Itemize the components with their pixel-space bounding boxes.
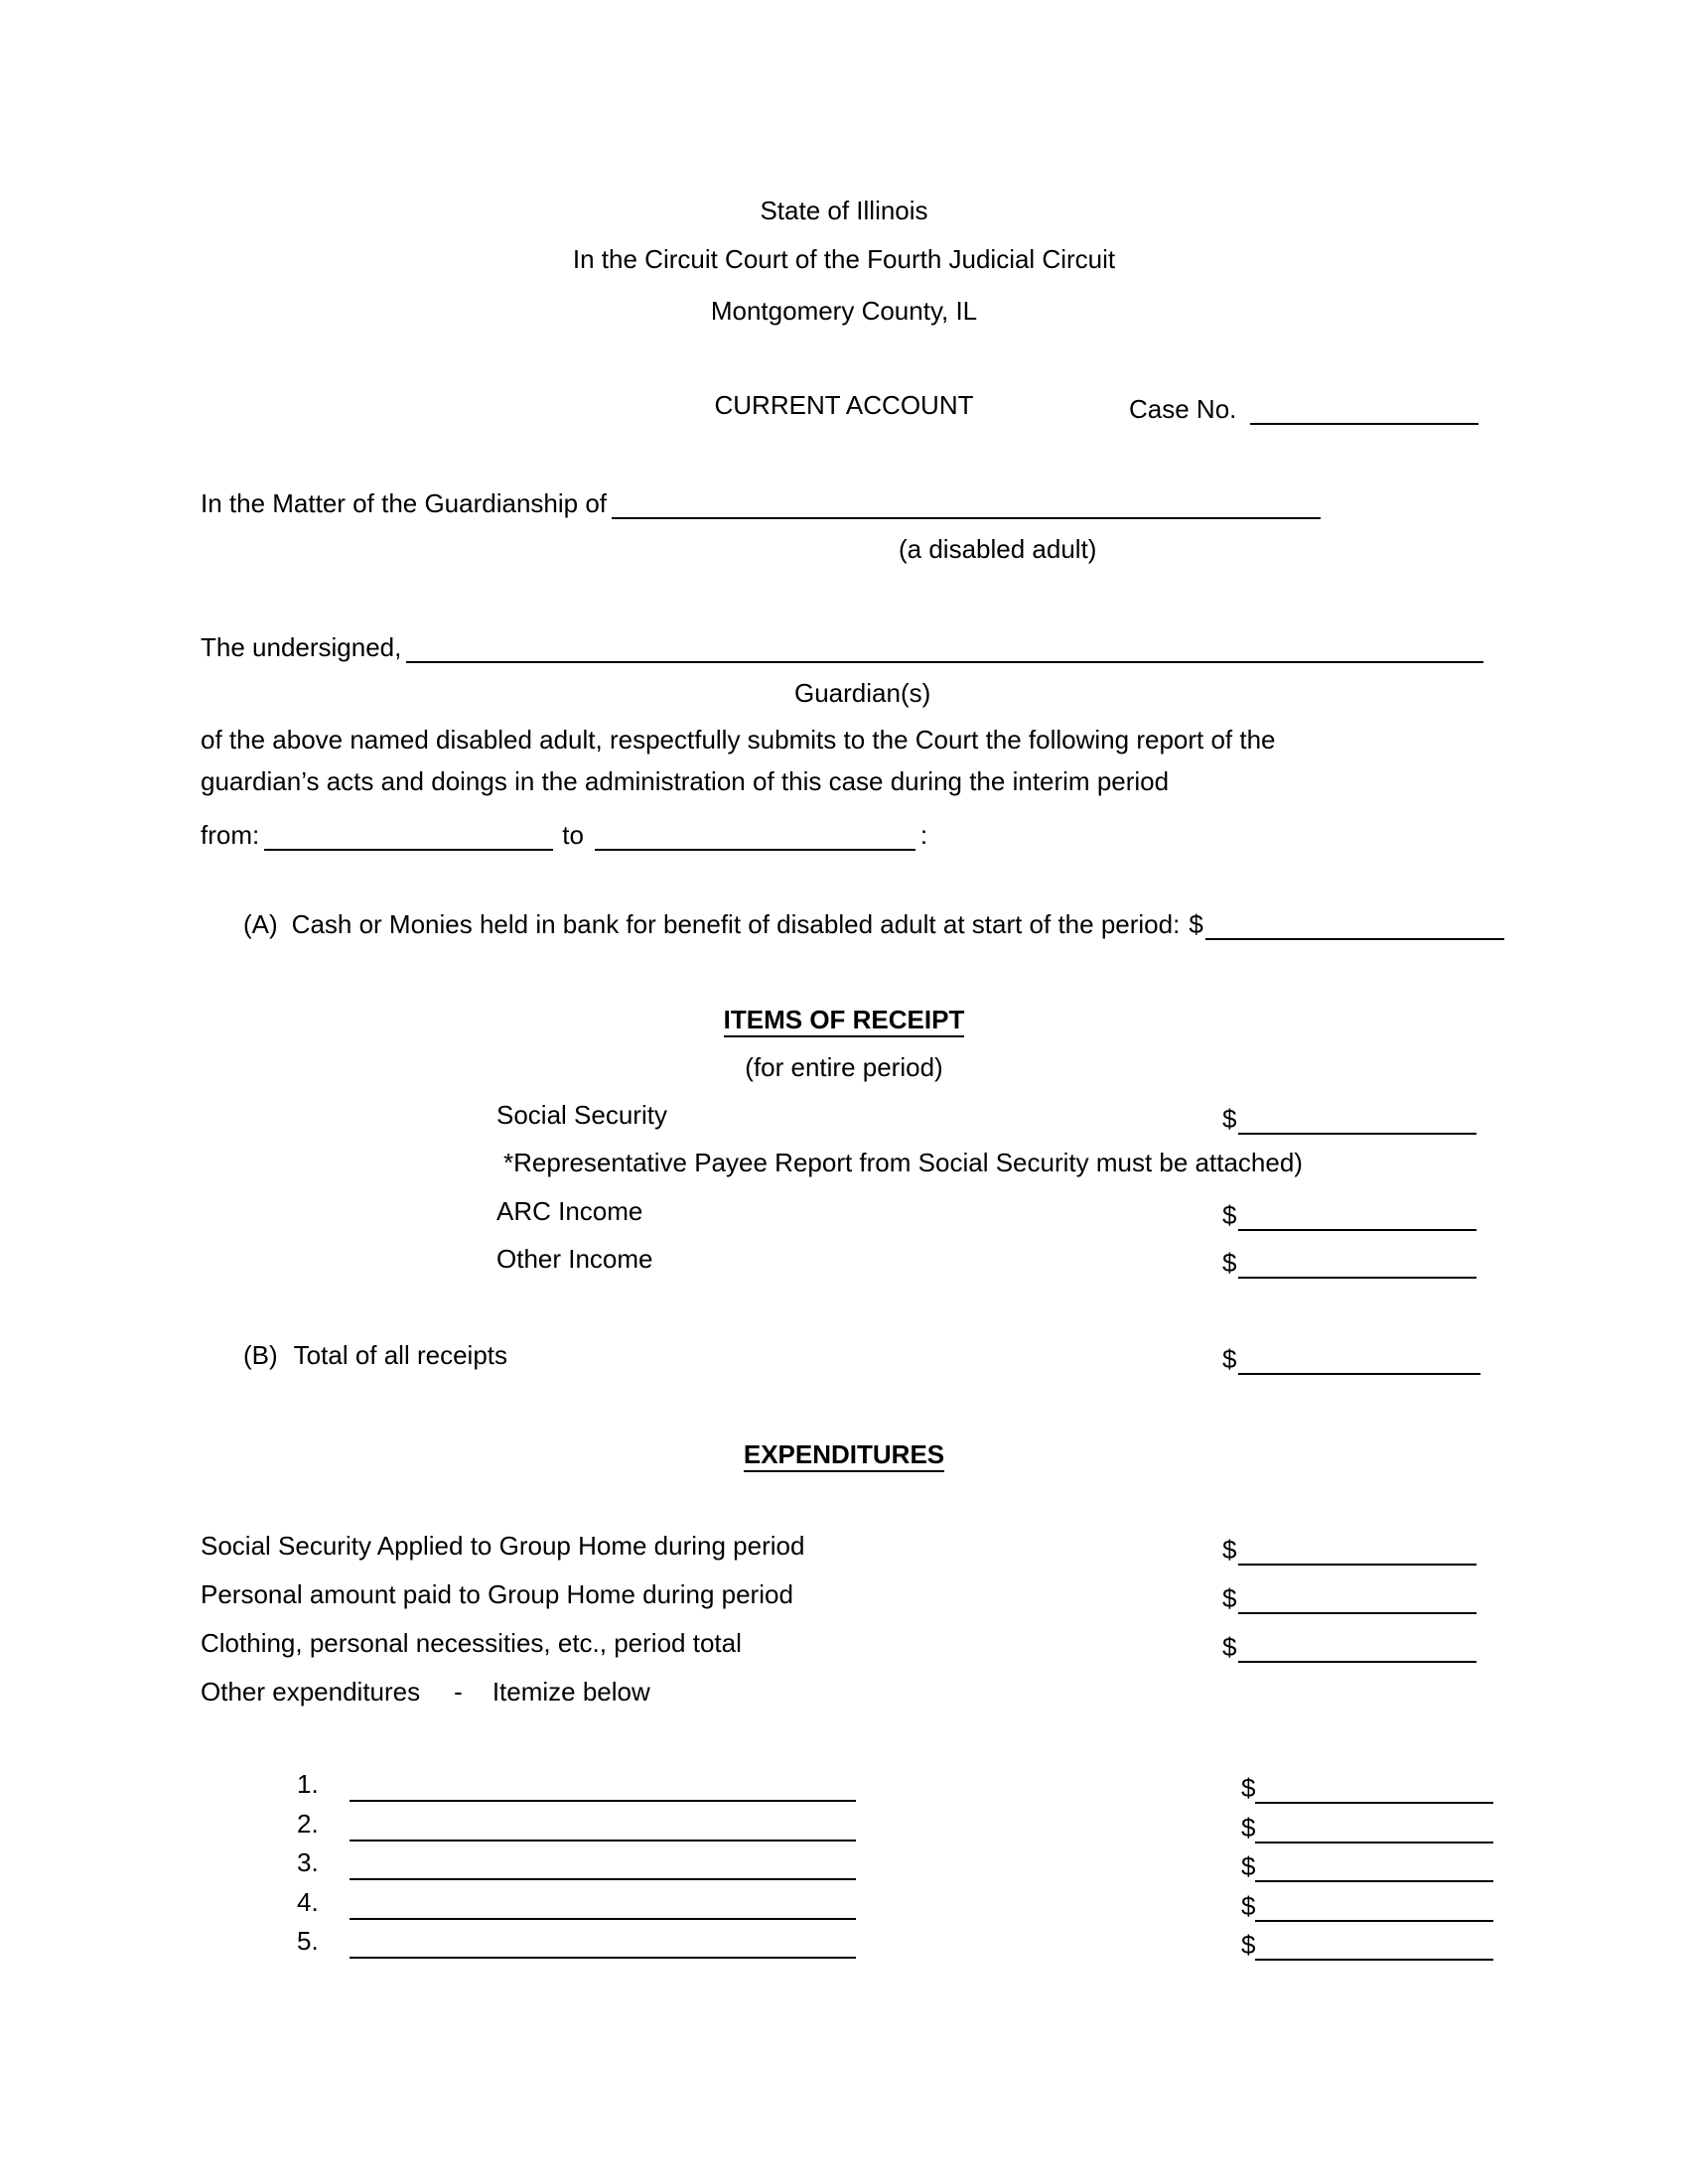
item-number: 4. — [297, 1887, 319, 1917]
receipt-amount-group — [1222, 1244, 1477, 1279]
section-a-amount-blank[interactable] — [1205, 912, 1504, 940]
total-receipts-label-group — [243, 1340, 507, 1371]
total-amount-blank[interactable] — [1238, 1347, 1480, 1375]
dollar-sign: $ — [1241, 1813, 1256, 1843]
receipt-amount-group — [1222, 1100, 1477, 1135]
item-amount-blank[interactable] — [1255, 1854, 1493, 1882]
other-expenditures-row — [201, 1677, 650, 1707]
body-line-2: guardian’s acts and doings in the administration of this case during the interim period — [201, 766, 1170, 796]
dollar-sign: $ — [1222, 1583, 1237, 1613]
section-a-text: Cash or Monies held in bank for benefit of disabled adult at start of the period: — [291, 909, 1181, 939]
expenditure-item-label: Clothing, personal necessities, etc., period total — [201, 1628, 742, 1658]
receipt-item-label: Other Income — [496, 1244, 653, 1274]
itemized-row-1 — [297, 1769, 1498, 1809]
dollar-sign: $ — [1222, 1632, 1237, 1662]
receipt-row-arc-income — [0, 1196, 1688, 1236]
item-description-blank[interactable] — [350, 1957, 856, 1959]
item-amount-group — [1241, 1769, 1493, 1804]
undersigned-row — [201, 628, 1483, 663]
itemized-row-4 — [297, 1887, 1498, 1927]
receipt-amount-blank[interactable] — [1238, 1107, 1477, 1135]
item-amount-group — [1241, 1926, 1493, 1961]
expenditures-heading-row — [0, 1439, 1688, 1470]
period-row — [201, 816, 927, 851]
receipts-subheading: (for entire period) — [745, 1052, 943, 1082]
receipts-heading-row — [0, 1005, 1688, 1035]
item-description-blank[interactable] — [350, 1840, 856, 1842]
item-number: 5. — [297, 1926, 319, 1956]
dollar-sign: $ — [1241, 1930, 1256, 1960]
item-amount-group — [1241, 1809, 1493, 1843]
item-amount-group — [1241, 1847, 1493, 1882]
itemized-row-3 — [297, 1847, 1498, 1887]
receipt-row-other-income — [0, 1244, 1688, 1284]
receipt-item-label: ARC Income — [496, 1196, 643, 1226]
item-amount-blank[interactable] — [1255, 1816, 1493, 1843]
matter-name-blank[interactable] — [612, 491, 1321, 519]
header-state: State of Illinois — [760, 196, 928, 225]
disabled-adult-note: (a disabled adult) — [899, 534, 1097, 564]
itemized-row-2 — [297, 1809, 1498, 1848]
receipt-amount-group — [1222, 1196, 1477, 1231]
dollar-sign: $ — [1222, 1104, 1237, 1134]
expenditure-amount-group — [1222, 1531, 1477, 1566]
undersigned-label: The undersigned, — [201, 632, 402, 662]
item-description-blank[interactable] — [350, 1918, 856, 1920]
item-description-blank[interactable] — [350, 1800, 856, 1802]
from-label: from: — [201, 820, 260, 850]
itemize-dash: - — [454, 1677, 463, 1706]
case-no-blank[interactable] — [1250, 397, 1478, 425]
payee-note: *Representative Payee Report from Social Security must be attached) — [503, 1148, 1303, 1177]
dollar-sign: $ — [1241, 1891, 1256, 1921]
header-court: In the Circuit Court of the Fourth Judicial Circuit — [572, 244, 1116, 274]
section-a-prefix: (A) — [243, 909, 278, 939]
to-label: to — [562, 820, 584, 850]
receipt-amount-blank[interactable] — [1238, 1203, 1477, 1231]
case-no-row — [1129, 390, 1478, 425]
item-amount-blank[interactable] — [1255, 1933, 1493, 1961]
expenditure-amount-group — [1222, 1628, 1477, 1663]
receipt-amount-blank[interactable] — [1238, 1251, 1477, 1279]
expenditure-row-social-security — [0, 1531, 1688, 1570]
total-prefix: (B) — [243, 1340, 278, 1370]
expenditure-row-personal-amount — [0, 1579, 1688, 1619]
item-number: 1. — [297, 1769, 319, 1799]
expenditure-row-clothing — [0, 1628, 1688, 1668]
item-description-blank[interactable] — [350, 1878, 856, 1880]
total-amount-group — [1222, 1340, 1480, 1375]
expenditure-amount-blank[interactable] — [1238, 1538, 1477, 1566]
matter-label: In the Matter of the Guardianship of — [201, 488, 608, 518]
dollar-sign: $ — [1241, 1851, 1256, 1881]
body-line-1: of the above named disabled adult, respectfully submits to the Court the following report of the — [201, 725, 1276, 754]
receipts-heading: ITEMS OF RECEIPT — [724, 1005, 965, 1037]
to-date-blank[interactable] — [595, 823, 915, 851]
case-no-label: Case No. — [1129, 394, 1237, 424]
dollar-sign: $ — [1222, 1200, 1237, 1230]
dollar-sign: $ — [1241, 1773, 1256, 1803]
expenditure-item-label: Social Security Applied to Group Home during period — [201, 1531, 805, 1561]
dollar-sign: $ — [1222, 1248, 1237, 1278]
expenditure-amount-group — [1222, 1579, 1477, 1614]
expenditure-amount-blank[interactable] — [1238, 1586, 1477, 1614]
expenditures-heading: EXPENDITURES — [744, 1439, 944, 1472]
receipt-row-social-security — [0, 1100, 1688, 1140]
other-expenditures-label: Other expenditures — [201, 1677, 421, 1706]
item-amount-blank[interactable] — [1255, 1894, 1493, 1922]
expenditure-amount-blank[interactable] — [1238, 1635, 1477, 1663]
dollar-sign: $ — [1222, 1344, 1237, 1374]
period-colon: : — [919, 820, 928, 850]
section-a-row — [243, 905, 1504, 940]
total-label: Total of all receipts — [293, 1340, 507, 1370]
item-amount-group — [1241, 1887, 1493, 1922]
item-number: 3. — [297, 1847, 319, 1877]
guardians-caption: Guardian(s) — [794, 678, 931, 708]
itemize-label: Itemize below — [492, 1677, 650, 1706]
expenditure-item-label: Personal amount paid to Group Home during period — [201, 1579, 793, 1609]
total-receipts-row — [0, 1340, 1688, 1380]
from-date-blank[interactable] — [264, 823, 553, 851]
dollar-sign: $ — [1222, 1535, 1237, 1565]
undersigned-name-blank[interactable] — [406, 635, 1483, 663]
form-title: CURRENT ACCOUNT — [714, 390, 974, 420]
item-number: 2. — [297, 1809, 319, 1839]
receipt-item-label: Social Security — [496, 1100, 667, 1130]
header-county: Montgomery County, IL — [710, 296, 978, 326]
matter-row — [201, 484, 1321, 519]
section-a-dollar-sign: $ — [1189, 909, 1203, 939]
item-amount-blank[interactable] — [1255, 1776, 1493, 1804]
itemized-row-5 — [297, 1926, 1498, 1966]
